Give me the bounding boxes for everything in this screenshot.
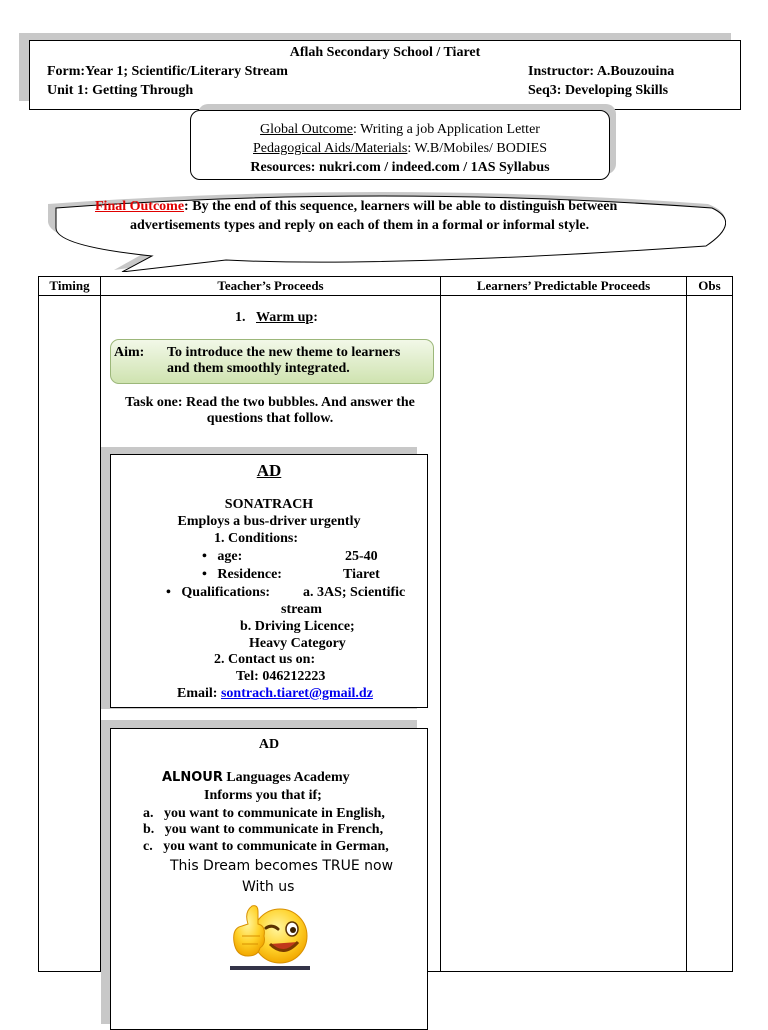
school-name: Aflah Secondary School / Tiaret <box>289 45 481 60</box>
header-box <box>29 40 741 110</box>
unit-label: Unit 1: Getting Through <box>47 83 194 98</box>
ad2-academy: ALNOUR Languages Academy <box>162 770 350 785</box>
ad2-dream: This Dream becomes TRUE now <box>170 858 394 874</box>
col-header-learners: Learners’ Predictable Proceeds <box>476 278 651 293</box>
aim-text-line1: To introduce the new theme to learners <box>167 345 401 360</box>
bullet-icon: • <box>166 585 171 600</box>
ad1-age-row: • age: <box>202 549 243 564</box>
ad1-residence-row: • Residence: <box>202 567 282 582</box>
bullet-icon: • <box>202 549 207 564</box>
ad2-informs: Informs you that if; <box>204 788 322 803</box>
ad1-contact: 2. Contact us on: <box>214 652 316 667</box>
final-outcome-line1: Final Outcome: By the end of this sequence, learners will be able to distinguish between <box>95 199 618 214</box>
task-one-line1: Task one: Read the two bubbles. And answer the <box>125 395 415 410</box>
sequence-label: Seq3: Developing Skills <box>528 83 669 98</box>
outcomes-box <box>190 110 610 180</box>
aim-text-line2: and them smoothly integrated. <box>167 361 350 376</box>
ad1-qual-b1: b. Driving Licence; <box>240 619 355 634</box>
col-header-timing: Timing <box>49 278 90 293</box>
ad1-email-link[interactable]: sontrach.tiaret@gmail.dz <box>220 686 373 701</box>
ad1-residence-value: Tiaret <box>343 567 380 582</box>
ad1-conditions: 1. Conditions: <box>214 531 299 546</box>
pedagogical-aids: Pedagogical Aids/Materials: W.B/Mobiles/ BODIES <box>253 141 547 156</box>
warmup-heading: 1. Warm up: <box>235 310 318 325</box>
instructor-label: Instructor: A.Bouzouina <box>528 64 675 79</box>
ad2-with-us: With us <box>242 879 295 895</box>
ad2-item-a: a. you want to communicate in English, <box>143 806 385 821</box>
col-header-obs: Obs <box>698 278 721 293</box>
col-divider <box>440 277 441 971</box>
ad1-title: AD <box>256 461 282 480</box>
ad2-item-c: c. you want to communicate in German, <box>143 839 389 854</box>
resources: Resources: nukri.com / indeed.com / 1AS Syllabus <box>250 160 550 175</box>
ad1-qualifications-row: • Qualifications: <box>166 585 271 600</box>
col-divider <box>686 277 687 971</box>
aim-label: Aim: <box>114 345 145 360</box>
thumbs-up-wink-emoji-icon <box>228 898 312 972</box>
col-header-teacher: Teacher’s Proceeds <box>217 278 324 293</box>
ad2-title: AD <box>258 737 280 752</box>
form-label: Form:Year 1; Scientific/Literary Stream <box>47 64 288 79</box>
bullet-icon: • <box>202 567 207 582</box>
ad1-employs: Employs a bus-driver urgently <box>177 514 361 529</box>
ad1-qual-a1: a. 3AS; Scientific <box>303 585 406 600</box>
final-outcome-line2: advertisements types and reply on each of them in a formal or informal style. <box>130 218 590 233</box>
ad1-qual-a2: stream <box>281 602 322 617</box>
ad1-company: SONATRACH <box>224 497 314 512</box>
ad1-age-value: 25-40 <box>345 549 378 564</box>
ad1-email-row: Email: sontrach.tiaret@gmail.dz <box>177 686 373 701</box>
global-outcome: Global Outcome: Writing a job Application Letter <box>260 122 540 137</box>
header-row-divider <box>39 295 732 296</box>
aim-box <box>110 339 434 384</box>
ad1-tel: Tel: 046212223 <box>236 669 326 684</box>
task-one-line2: questions that follow. <box>206 411 334 426</box>
ad2-item-b: b. you want to communicate in French, <box>143 822 384 837</box>
ad1-qual-b2: Heavy Category <box>249 636 346 651</box>
